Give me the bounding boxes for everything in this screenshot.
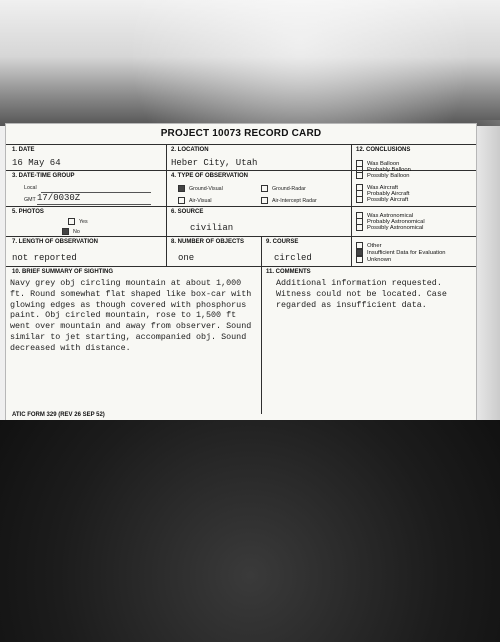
gmt-label: GMT <box>24 197 36 203</box>
objects-value: one <box>178 253 195 263</box>
conclusion-item: Possibly Astronomical <box>356 224 423 231</box>
record-card <box>6 124 476 424</box>
bottom-scan-noise <box>0 420 500 642</box>
location-value: Heber City, Utah <box>171 158 258 168</box>
gmt-value: 17/0030Z <box>37 193 81 203</box>
conclusions-label: 12. CONCLUSIONS <box>356 147 411 153</box>
ground-visual-option: Ground-Visual <box>178 185 223 192</box>
conclusion-item: Probably Astronomical <box>356 218 425 225</box>
air-visual-option: Air-Visual <box>178 197 212 204</box>
summary-text: Navy grey obj circling mountain at about 1,000 ft. Round somewhat flat shaped like box-car with glowing edges as though covered with phosphorus paint. Obj circled mountain, rose to 1,500 ft went over mountain and away from observer. Sound similar to jet starting, accompanied obj. Sound decreased with distance. <box>10 278 252 353</box>
form-footer: ATIC FORM 329 (REV 26 SEP 52) <box>12 412 105 418</box>
date-value: 16 May 64 <box>12 158 61 168</box>
conclusion-item: Was Astronomical <box>356 212 413 219</box>
conclusion-item: Probably Aircraft <box>356 190 410 197</box>
photos-no-option: No <box>62 228 80 235</box>
course-value: circled <box>274 253 312 263</box>
length-value: not reported <box>12 253 77 263</box>
objects-label: 8. NUMBER OF OBJECTS <box>171 239 245 245</box>
air-intercept-option: Air-Intercept Radar <box>261 197 317 204</box>
conclusion-item: Other <box>356 242 382 249</box>
conclusion-item: Probably Balloon <box>356 166 411 173</box>
summary-label: 10. BRIEF SUMMARY OF SIGHTING <box>12 269 114 275</box>
length-label: 7. LENGTH OF OBSERVATION <box>12 239 99 245</box>
conclusion-item: Was Balloon <box>356 160 399 167</box>
source-label: 6. SOURCE <box>171 209 204 215</box>
location-label: 2. LOCATION <box>171 147 209 153</box>
date-label: 1. DATE <box>12 147 35 153</box>
photos-yes-option: Yes <box>68 218 88 225</box>
date-time-group-label: 3. DATE-TIME GROUP <box>12 173 75 179</box>
comments-label: 11. COMMENTS <box>266 269 311 275</box>
top-scan-noise <box>0 0 500 126</box>
course-label: 9. COURSE <box>266 239 299 245</box>
photos-label: 5. PHOTOS <box>12 209 44 215</box>
card-title: PROJECT 10073 RECORD CARD <box>160 128 322 139</box>
type-observation-label: 4. TYPE OF OBSERVATION <box>171 173 249 179</box>
source-value: civilian <box>190 223 234 233</box>
conclusion-item: Possibly Aircraft <box>356 196 408 203</box>
comments-text: Additional information requested. Witness could not be located. Case regarded as insufficient data. <box>276 278 447 310</box>
conclusion-item: Unknown <box>356 256 391 263</box>
ground-radar-option: Ground-Radar <box>261 185 306 192</box>
conclusion-item-checked: Insufficient Data for Evaluation <box>356 249 446 256</box>
local-label: Local <box>24 185 37 191</box>
conclusion-item: Was Aircraft <box>356 184 398 191</box>
conclusion-item: Possibly Balloon <box>356 172 410 179</box>
